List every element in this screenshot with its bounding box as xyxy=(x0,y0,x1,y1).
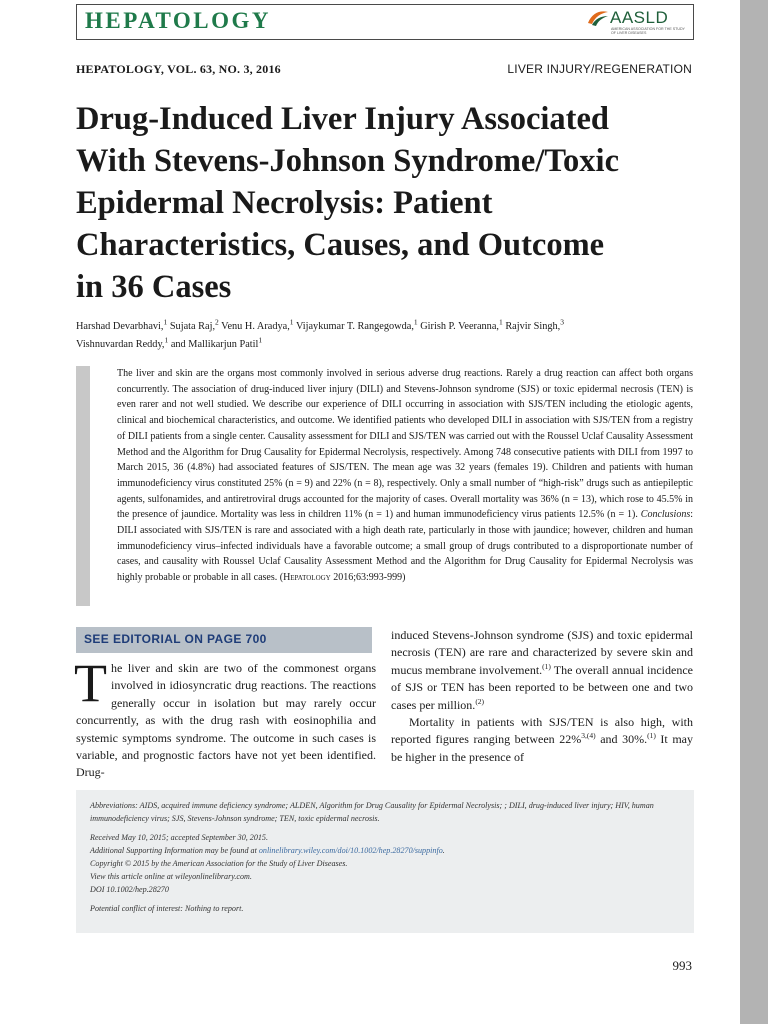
drop-cap: T xyxy=(74,653,107,713)
author-name: Rajvir Singh, xyxy=(505,321,561,332)
conflict-of-interest-note: Potential conflict of interest: Nothing to report. xyxy=(90,904,244,913)
body-text: and 30%. xyxy=(595,732,648,747)
body-text: induced Stevens-Johnson syndrome (SJS) and toxic epidermal necrosis (TEN) are rare and characterized by severe skin and mucus membrane involvement. xyxy=(391,628,693,677)
author-name: Venu H. Aradya, xyxy=(221,321,290,332)
aasld-logo-subtitle: AMERICAN ASSOCIATION FOR THE STUDY OF LIVER DISEASES xyxy=(611,27,685,35)
author-affiliation: 1 xyxy=(289,317,294,327)
body-paragraph xyxy=(391,627,693,714)
abstract-conclusions-label: Conclusions xyxy=(640,509,691,521)
journal-masthead xyxy=(76,4,694,40)
body-text: he liver and skin are two of the commonest organs involved in idiosyncratic drug reactions. The reactions generally occur in isolation but may rarely occur concurrently, as with the drug rash with eosinophilia and systemic symptoms syndrome. The outcome in such cases is variable, and prognostic factors have not yet been identified. Drug- xyxy=(76,661,376,780)
supporting-info-note xyxy=(90,844,682,857)
editorial-note-link[interactable]: SEE EDITORIAL ON PAGE 700 xyxy=(84,632,267,646)
citation-journal: Hepatology xyxy=(283,572,331,584)
author-affiliation: 1 xyxy=(413,317,418,327)
title-line: Epidermal Necrolysis: Patient xyxy=(76,185,493,221)
author-affiliation: 1 xyxy=(258,335,263,345)
author-affiliation: 3 xyxy=(560,317,564,327)
reference-marker[interactable]: (1) xyxy=(542,661,551,671)
body-column-right xyxy=(391,627,693,766)
received-dates: Received May 10, 2015; accepted September 30, 2015. xyxy=(90,833,268,842)
body-text: Mortality in patients with SJS/TEN is also high, with reported figures ranging between 22% xyxy=(391,715,693,747)
reference-marker[interactable]: (1) xyxy=(647,731,656,741)
title-line: With Stevens-Johnson Syndrome/Toxic xyxy=(76,143,619,179)
running-head-section: LIVER INJURY/REGENERATION xyxy=(507,62,692,76)
reference-marker[interactable]: (2) xyxy=(475,696,485,706)
abbreviations-note: Abbreviations: AIDS, acquired immune deficiency syndrome; ALDEN, Algorithm for Drug Causality for Epidermal Necrolysis; ; DILI, drug-induced liver injury; HIV, human immunodeficiency virus; SJS, Stevens-Johnson syndrome; TEN, toxic epidermal necrosis. xyxy=(90,801,654,823)
copyright-note: Copyright © 2015 by the American Association for the Study of Liver Diseases. xyxy=(90,859,348,868)
author-name: Sujata Raj, xyxy=(169,321,216,332)
view-online-note: View this article online at wileyonlinelibrary.com. xyxy=(90,872,252,881)
reference-marker[interactable]: 3,(4) xyxy=(581,731,596,741)
author-affiliation: 1 xyxy=(163,317,168,327)
body-text: The overall annual incidence of SJS or TEN has been reported to be between one and two cases per million. xyxy=(391,662,693,712)
abstract-text: The liver and skin are the organs most commonly involved in serious adverse drug reactions. Rarely a drug reaction can affect both organs concurrently. The association of drug-induced liver injury (DILI) and Stevens-Johnson syndrome (SJS) or toxic epidermal necrosis (TEN) is even rarer and not well studied. We describe our experience of DILI occurring in association with SJS/TEN including the etiologic agents, clinical and biochemical characteristics, and outcome. We identified patients who developed DILI in association with SJS/TEN from a registry of DILI patients from a single center. Causality assessment for DILI and SJS/TEN was carried out with the Roussel Uclaf Causality Assessment Method and the Algorithm for Drug Causality for Epidermal Necrolysis, respectively. Among 748 consecutive patients with DILI from 1997 to March 2015, 36 (4.8%) had associated features of SJS/TEN. The mean age was 32 years (females 19). Children and patients with human immunodeficiency virus constituted 25% (n = 9) and 22% (n = 8), respectively. Only a small number of “high-risk” drugs such as antiepileptic agents, sulfonamides, and antiretroviral drugs accounted for the majority of cases. Overall mortality was 36% (n = 13), which rose to 45.5% in the presence of jaundice. Mortality was less in children 11% (n = 1) and human immunodeficiency virus patients 12.5% (n = 1). xyxy=(117,368,693,521)
article-title xyxy=(76,98,726,308)
body-column-left xyxy=(74,653,376,782)
supporting-info-suffix: . xyxy=(442,846,445,855)
author-name: Vishnuvardan Reddy, xyxy=(76,339,165,350)
supporting-info-text: Additional Supporting Information may be found at xyxy=(90,846,259,855)
editorial-note-box[interactable] xyxy=(76,627,372,653)
author-affiliation: 2 xyxy=(215,317,219,327)
doi-note: DOI 10.1002/hep.28270 xyxy=(90,885,169,894)
page-number: 993 xyxy=(672,958,692,973)
abstract xyxy=(117,366,693,586)
abstract-conclusions-text: : DILI associated with SJS/TEN is rare and associated with a high death rate, particularly in those with jaundice; however, children and human immunodeficiency virus–infected individuals have a favorable outcome; a small group of drugs contributed to a disproportionate number of cases, and causality with Roussel Uclaf Causality Assessment Method and the Algorithm for Drug Causality for Epidermal Necrolysis was highly probable or probable in all cases. ( xyxy=(117,509,694,584)
aasld-logo-text: AASLD xyxy=(610,8,669,27)
author-name: Girish P. Veeranna, xyxy=(420,321,499,332)
body-paragraph xyxy=(391,714,693,766)
body-text: It may be higher in the presence of xyxy=(391,732,694,764)
author-affiliation: 1 xyxy=(164,335,169,345)
citation-reference: 2016;63:993-999) xyxy=(330,572,406,584)
aasld-swoosh-icon xyxy=(587,9,609,27)
author-name: and Mallikarjun Patil xyxy=(170,339,259,350)
author-list xyxy=(76,318,706,354)
author-affiliation: 1 xyxy=(498,317,503,327)
author-name: Harshad Devarbhavi, xyxy=(76,321,164,332)
page-edge-strip xyxy=(740,0,768,1024)
article-footnotes xyxy=(76,790,694,933)
title-line: Drug-Induced Liver Injury Associated xyxy=(76,101,609,137)
abstract-side-bar xyxy=(76,366,90,606)
supporting-info-link[interactable]: onlinelibrary.wiley.com/doi/10.1002/hep.28270/suppinfo xyxy=(258,846,443,855)
title-line: Characteristics, Causes, and Outcome xyxy=(76,227,605,263)
title-line: in 36 Cases xyxy=(76,269,232,305)
running-head-citation: HEPATOLOGY, VOL. 63, NO. 3, 2016 xyxy=(76,62,281,76)
aasld-logo xyxy=(585,6,689,38)
author-name: Vijaykumar T. Rangegowda, xyxy=(295,321,414,332)
journal-name: HEPATOLOGY xyxy=(85,8,272,33)
